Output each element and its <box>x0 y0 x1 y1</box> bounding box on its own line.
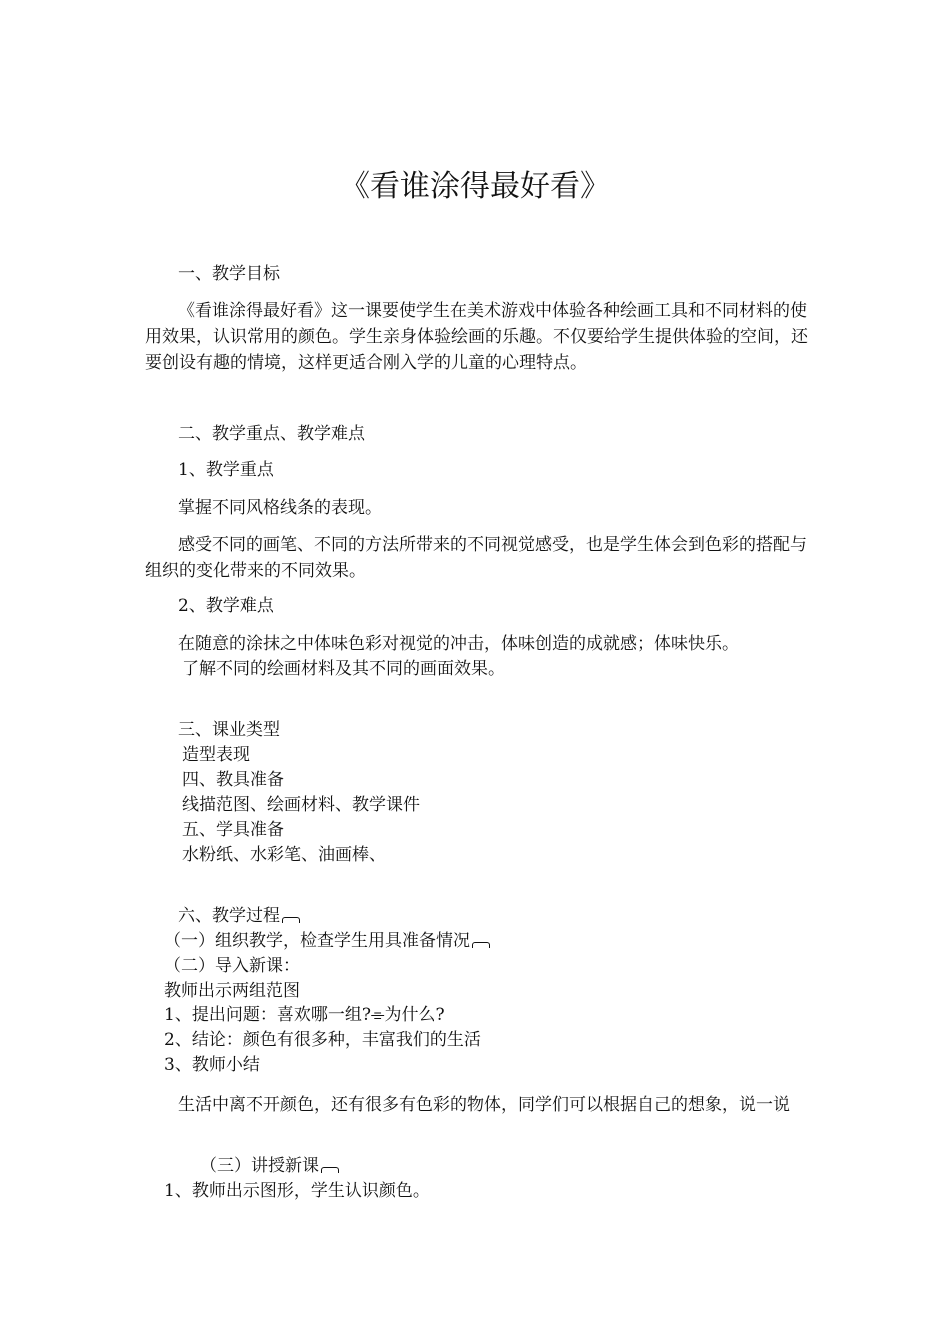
step-2-text: （二）导入新课： <box>164 956 300 976</box>
step-1-text: （一）组织教学，检查学生用具准备情况 <box>164 931 470 951</box>
section-1-heading: 一、教学目标 <box>178 264 280 284</box>
section-2-heading: 二、教学重点、教学难点 <box>178 424 365 444</box>
document-title: 《看谁涂得最好看》 <box>340 169 610 204</box>
section-6-row <box>178 904 300 928</box>
question-1-text: 1、提出问题：喜欢哪一组?⌯为什么? <box>164 1005 445 1025</box>
section-4-content: 线描范图、绘画材料、教学课件 <box>182 795 420 815</box>
section-5-content: 水粉纸、水彩笔、油画棒、 <box>182 845 386 865</box>
step-3-row <box>200 1154 339 1178</box>
paragraph-mark-icon <box>321 1167 339 1173</box>
key-point-heading: 1、教学重点 <box>178 460 274 480</box>
section-4-heading: 四、教具准备 <box>182 770 284 790</box>
section-5-heading: 五、学具准备 <box>182 820 284 840</box>
difficulty-line-1: 在随意的涂抹之中体味色彩对视觉的冲击，体味创造的成就感；体味快乐。 <box>178 634 739 654</box>
step-1-row <box>164 929 490 953</box>
difficulty-heading: 2、教学难点 <box>178 596 274 616</box>
key-point-paragraph: 感受不同的画笔、不同的方法所带来的不同视觉感受，也是学生体会到色彩的搭配与组织的变化带来的不同效果。 <box>145 535 807 581</box>
question-3-text: 3、教师小结 <box>164 1055 260 1075</box>
teacher-show-text: 教师出示两组范图 <box>164 981 300 1001</box>
paragraph-mark-icon <box>472 942 490 948</box>
section-6-heading: 六、教学过程 <box>178 906 280 926</box>
step-3-text: （三）讲授新课 <box>200 1156 319 1176</box>
new-lesson-1-text: 1、教师出示图形，学生认识颜色。 <box>164 1181 430 1201</box>
life-paragraph: 生活中离不开颜色，还有很多有色彩的物体，同学们可以根据自己的想象，说一说 <box>178 1095 790 1115</box>
difficulty-line-2: 了解不同的绘画材料及其不同的画面效果。 <box>182 659 505 679</box>
section-3-heading: 三、课业类型 <box>178 720 280 740</box>
section-3-content: 造型表现 <box>182 745 250 765</box>
section-1-paragraph: 《看谁涂得最好看》这一课要使学生在美术游戏中体验各种绘画工具和不同材料的使用效果，认识常用的颜色。学生亲身体验绘画的乐趣。不仅要给学生提供体验的空间，还要创设有趣的情境，这样更适合刚入学的儿童的心理特点。 <box>145 301 808 373</box>
question-2-text: 2、结论：颜色有很多种，丰富我们的生活 <box>164 1030 481 1050</box>
paragraph-mark-icon <box>282 917 300 923</box>
key-point-line: 掌握不同风格线条的表现。 <box>178 498 382 518</box>
